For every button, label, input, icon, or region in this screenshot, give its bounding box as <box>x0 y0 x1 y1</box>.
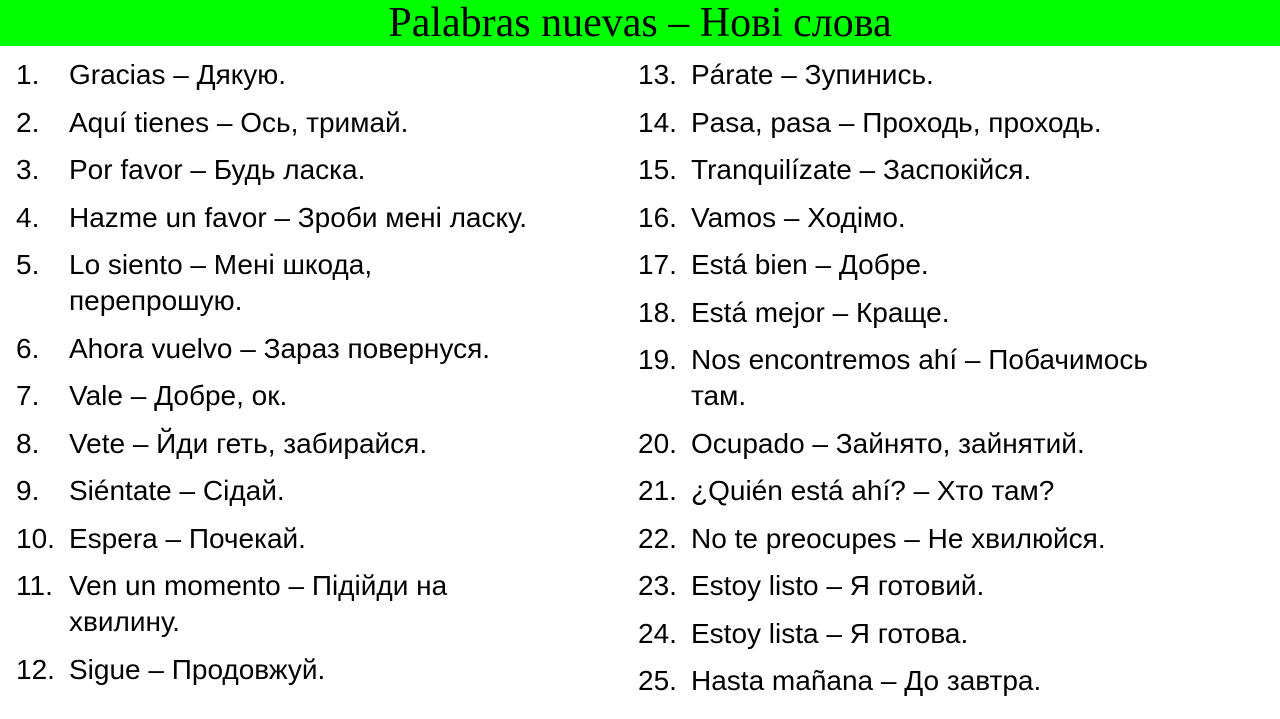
item-text <box>691 521 1106 557</box>
vocabulary-item <box>638 200 1268 236</box>
item-text <box>691 616 968 652</box>
item-line: Vamos – Ходімо. <box>691 201 906 233</box>
vocabulary-item <box>16 105 616 141</box>
item-number: 14. <box>638 106 677 138</box>
item-number: 15. <box>638 154 677 185</box>
vocabulary-item <box>638 663 1268 699</box>
vocabulary-item <box>16 200 616 236</box>
item-number: 18. <box>638 296 677 328</box>
item-number: 13. <box>638 59 677 90</box>
vocabulary-list-left <box>16 57 616 699</box>
vocabulary-item <box>16 331 616 367</box>
vocabulary-item <box>16 473 616 509</box>
item-line: Ocupado – Зайнято, зайнятий. <box>691 427 1085 459</box>
vocabulary-item <box>16 57 616 93</box>
item-text <box>691 295 949 331</box>
vocabulary-list-right <box>638 57 1268 711</box>
vocabulary-item <box>638 473 1268 509</box>
item-line-continued: хвилину. <box>69 606 180 637</box>
item-line: Siéntate – Сідай. <box>69 475 285 506</box>
item-number: 25. <box>638 665 677 696</box>
title-banner <box>0 0 1280 46</box>
item-line: Pasa, pasa – Проходь, проходь. <box>691 106 1102 138</box>
item-text <box>691 247 929 283</box>
vocabulary-item <box>638 105 1268 141</box>
item-number: 6. <box>16 332 40 364</box>
item-number: 23. <box>638 570 677 601</box>
item-line: ¿Quién está ahí? – Хто там? <box>691 475 1055 506</box>
item-line: Tranquilízate – Заспокійся. <box>691 154 1032 185</box>
item-line: Ahora vuelvo – Зараз повернуся. <box>69 332 491 364</box>
vocabulary-item <box>16 378 616 414</box>
item-text <box>69 378 287 414</box>
item-number: 4. <box>16 201 40 233</box>
item-text <box>69 152 365 188</box>
item-line: Lo siento – Мені шкода, <box>69 249 373 280</box>
item-text <box>69 57 286 93</box>
vocabulary-item <box>16 426 616 462</box>
item-line: Aquí tienes – Ось, тримай. <box>69 106 409 138</box>
vocabulary-item <box>638 247 1268 283</box>
item-number: 12. <box>16 653 55 685</box>
item-line: Gracias – Дякую. <box>69 59 287 90</box>
vocabulary-item <box>16 247 616 319</box>
item-line: Vete – Йди геть, забирайся. <box>69 427 428 459</box>
page-title: Palabras nuevas – Нові слова <box>388 0 892 46</box>
item-line: Por favor – Будь ласка. <box>69 154 366 185</box>
item-text <box>69 426 427 462</box>
item-line: Hasta mañana – До завтра. <box>691 665 1042 696</box>
item-number: 9. <box>16 475 40 506</box>
item-text <box>691 342 1148 414</box>
vocabulary-item <box>638 57 1268 93</box>
item-text <box>691 473 1054 509</box>
vocabulary-item <box>638 152 1268 188</box>
item-text <box>691 57 934 93</box>
item-number: 24. <box>638 617 677 649</box>
item-line-continued: там. <box>691 380 747 411</box>
item-text <box>69 247 372 319</box>
item-text <box>691 152 1031 188</box>
item-line: Nos encontremos ahí – Побачимось <box>691 344 1148 375</box>
item-number: 5. <box>16 249 40 280</box>
item-line: Hazme un favor – Зроби мені ласку. <box>69 201 528 233</box>
vocabulary-item <box>638 426 1268 462</box>
vocabulary-item <box>16 568 616 640</box>
item-line: Sigue – Продовжуй. <box>69 653 326 685</box>
vocabulary-item <box>16 521 616 557</box>
item-text <box>69 200 527 236</box>
item-line: Espera – Почекай. <box>69 522 306 554</box>
item-line: No te preocupes – Не хвилюйся. <box>691 522 1106 554</box>
item-text <box>69 652 325 688</box>
vocabulary-item <box>638 521 1268 557</box>
vocabulary-item <box>16 652 616 688</box>
item-text <box>691 105 1102 141</box>
item-number: 22. <box>638 522 677 554</box>
item-number: 2. <box>16 106 40 138</box>
item-number: 8. <box>16 427 40 459</box>
item-text <box>691 200 906 236</box>
item-number: 20. <box>638 427 677 459</box>
item-number: 11. <box>16 570 53 601</box>
item-number: 19. <box>638 344 677 375</box>
item-text <box>69 521 306 557</box>
item-number: 16. <box>638 201 677 233</box>
item-text <box>691 663 1041 699</box>
vocabulary-item <box>638 342 1268 414</box>
item-text <box>691 568 984 604</box>
item-line-continued: перепрошую. <box>69 285 243 316</box>
item-line: Ven un momento – Підійди на <box>69 570 448 601</box>
vocabulary-item <box>638 295 1268 331</box>
item-number: 17. <box>638 249 677 280</box>
item-line: Está mejor – Краще. <box>691 296 950 328</box>
item-line: Estoy listo – Я готовий. <box>691 570 985 601</box>
item-text <box>69 473 285 509</box>
item-text <box>69 331 490 367</box>
item-number: 10. <box>16 522 55 554</box>
item-number: 21. <box>638 475 677 506</box>
item-text <box>69 568 447 640</box>
vocabulary-item <box>638 616 1268 652</box>
item-text <box>69 105 408 141</box>
item-line: Vale – Добре, ок. <box>69 380 288 411</box>
item-number: 7. <box>16 380 40 411</box>
item-line: Párate – Зупинись. <box>691 59 934 90</box>
item-line: Está bien – Добре. <box>691 249 929 280</box>
item-line: Estoy lista – Я готова. <box>691 617 969 649</box>
vocabulary-item <box>638 568 1268 604</box>
vocabulary-item <box>16 152 616 188</box>
item-number: 3. <box>16 154 40 185</box>
item-number: 1. <box>16 59 40 90</box>
item-text <box>691 426 1085 462</box>
